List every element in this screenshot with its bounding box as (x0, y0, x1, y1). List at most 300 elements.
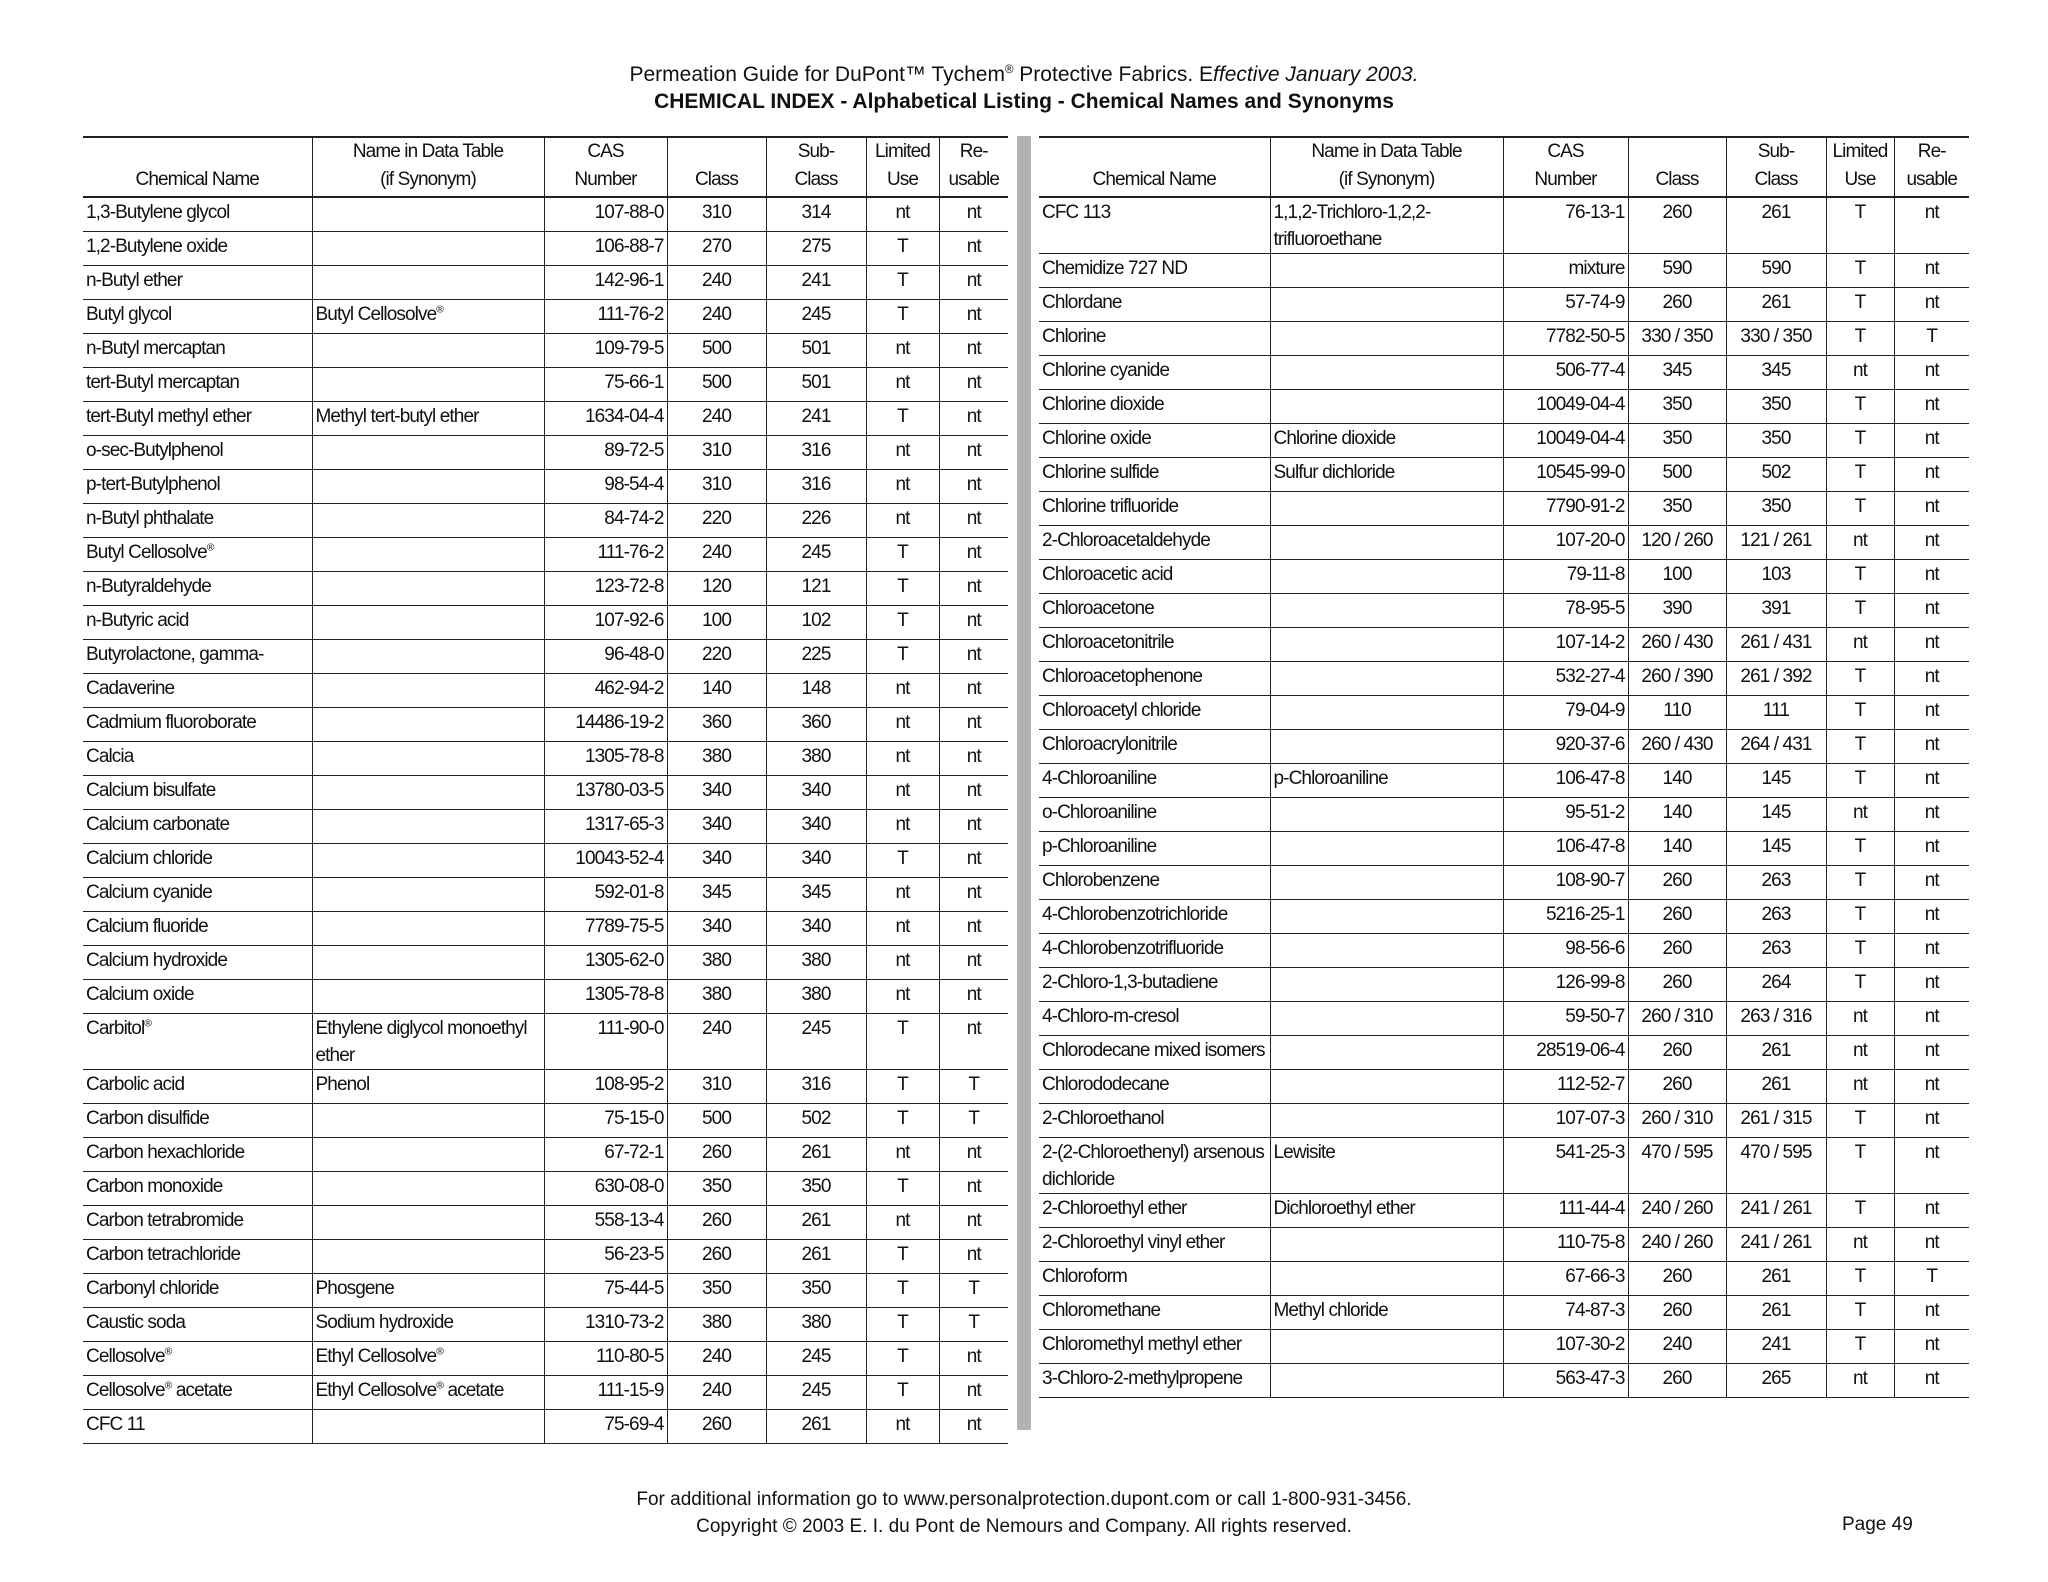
chemical-name-cell: 2-Chloro-1,3-butadiene (1039, 968, 1270, 1002)
reusable-cell: nt (1894, 1194, 1969, 1228)
registered-mark: ® (164, 1346, 172, 1358)
synonym-cell (1270, 288, 1503, 322)
cas-number-cell: 107-30-2 (1503, 1330, 1628, 1364)
cas-number-cell: 79-04-9 (1503, 696, 1628, 730)
cas-number-cell: 1310-73-2 (544, 1308, 667, 1342)
chemical-name-cell: o-Chloroaniline (1039, 798, 1270, 832)
chemical-name-cell: tert-Butyl mercaptan (83, 368, 312, 402)
class-cell: 260 / 430 (1628, 628, 1726, 662)
subclass-cell: 241 (766, 266, 866, 300)
subclass-cell: 263 (1726, 934, 1826, 968)
subclass-cell: 345 (1726, 356, 1826, 390)
subclass-cell: 241 (766, 402, 866, 436)
reusable-cell: nt (1894, 1364, 1969, 1398)
table-row (1039, 1138, 1969, 1194)
col-header-limited-use: Limited Use (1826, 137, 1894, 197)
subclass-cell: 330 / 350 (1726, 322, 1826, 356)
chemical-name-cell: Butyrolactone, gamma- (83, 640, 312, 674)
synonym-cell (1270, 798, 1503, 832)
subclass-cell: 350 (1726, 424, 1826, 458)
subclass-cell: 501 (766, 368, 866, 402)
registered-mark: ® (206, 542, 214, 554)
chemical-name-cell: p-Chloroaniline (1039, 832, 1270, 866)
chemical-name-cell: Carbon disulfide (83, 1104, 312, 1138)
synonym-cell (312, 334, 544, 368)
chemical-name-cell: Chlorine cyanide (1039, 356, 1270, 390)
cas-number-cell: 112-52-7 (1503, 1070, 1628, 1104)
table-row (1039, 764, 1969, 798)
chemical-name-cell: Carbon hexachloride (83, 1138, 312, 1172)
chemical-name-cell: 4-Chlorobenzotrichloride (1039, 900, 1270, 934)
reusable-cell: nt (1894, 492, 1969, 526)
synonym-cell (1270, 390, 1503, 424)
synonym-cell (1270, 1364, 1503, 1398)
chemical-name-cell: Chloroacetic acid (1039, 560, 1270, 594)
table-row (1039, 1228, 1969, 1262)
subclass-cell: 316 (766, 436, 866, 470)
reusable-cell: nt (1894, 1036, 1969, 1070)
cas-number-cell: 142-96-1 (544, 266, 667, 300)
chemical-name-cell: Chlorobenzene (1039, 866, 1270, 900)
subclass-cell: 225 (766, 640, 866, 674)
class-cell: 240 / 260 (1628, 1194, 1726, 1228)
cas-number-cell: 1305-78-8 (544, 742, 667, 776)
class-cell: 260 (1628, 934, 1726, 968)
chemical-name-cell: Chloroacetone (1039, 594, 1270, 628)
cas-number-cell: 14486-19-2 (544, 708, 667, 742)
synonym-cell (1270, 628, 1503, 662)
class-cell: 350 (667, 1172, 766, 1206)
reusable-cell: nt (939, 334, 1008, 368)
synonym-cell (312, 1104, 544, 1138)
limited-use-cell: T (1826, 322, 1894, 356)
reusable-cell: nt (1894, 197, 1969, 254)
chemical-name-cell: 3-Chloro-2-methylpropene (1039, 1364, 1270, 1398)
chemical-index-table-right (1039, 136, 1969, 1398)
reusable-cell: nt (1894, 798, 1969, 832)
document-title (0, 62, 2048, 88)
reusable-cell: nt (1894, 594, 1969, 628)
cas-number-cell: 10049-04-4 (1503, 424, 1628, 458)
subclass-cell: 264 (1726, 968, 1826, 1002)
synonym-cell (312, 810, 544, 844)
col-header-class: Class (1628, 137, 1726, 197)
table-row (83, 742, 1008, 776)
subclass-cell: 261 (1726, 1262, 1826, 1296)
class-cell: 260 / 430 (1628, 730, 1726, 764)
class-cell: 340 (667, 776, 766, 810)
table-row (1039, 628, 1969, 662)
limited-use-cell: T (866, 606, 939, 640)
limited-use-cell: nt (866, 1206, 939, 1240)
subclass-cell: 261 (1726, 1070, 1826, 1104)
synonym-cell (1270, 526, 1503, 560)
synonym-cell (312, 980, 544, 1014)
cas-number-cell: 76-13-1 (1503, 197, 1628, 254)
chemical-name-cell: Chlorine dioxide (1039, 390, 1270, 424)
subclass-cell: 261 (766, 1410, 866, 1444)
reusable-cell: nt (1894, 1228, 1969, 1262)
class-cell: 240 (667, 1014, 766, 1070)
class-cell: 470 / 595 (1628, 1138, 1726, 1194)
reusable-cell: nt (1894, 356, 1969, 390)
class-cell: 260 (1628, 866, 1726, 900)
subclass-cell: 360 (766, 708, 866, 742)
class-cell: 110 (1628, 696, 1726, 730)
chemical-name-cell: Cadmium fluoroborate (83, 708, 312, 742)
limited-use-cell: T (1826, 696, 1894, 730)
table-row (1039, 594, 1969, 628)
limited-use-cell: T (1826, 934, 1894, 968)
synonym-cell: Butyl Cellosolve® (312, 300, 544, 334)
col-header-chemical-name: Chemical Name (83, 137, 312, 197)
subclass-cell: 350 (766, 1274, 866, 1308)
class-cell: 360 (667, 708, 766, 742)
subclass-cell: 340 (766, 844, 866, 878)
cas-number-cell: 96-48-0 (544, 640, 667, 674)
class-cell: 380 (667, 742, 766, 776)
chemical-name-cell: n-Butyl mercaptan (83, 334, 312, 368)
synonym-cell: 1,1,2-Trichloro-1,2,2-trifluoroethane (1270, 197, 1503, 254)
table-row (83, 572, 1008, 606)
chemical-name-cell: n-Butyl ether (83, 266, 312, 300)
limited-use-cell: T (866, 844, 939, 878)
limited-use-cell: nt (866, 878, 939, 912)
class-cell: 260 / 310 (1628, 1104, 1726, 1138)
subclass-cell: 261 (1726, 288, 1826, 322)
chemical-name-cell: Calcia (83, 742, 312, 776)
class-cell: 100 (1628, 560, 1726, 594)
reusable-cell: nt (939, 504, 1008, 538)
synonym-cell (1270, 1228, 1503, 1262)
limited-use-cell: T (1826, 492, 1894, 526)
table-row (83, 1206, 1008, 1240)
col-header-synonym: Name in Data Table (if Synonym) (1270, 137, 1503, 197)
table-row (83, 1410, 1008, 1444)
reusable-cell: nt (1894, 424, 1969, 458)
table-row (1039, 730, 1969, 764)
limited-use-cell: T (1826, 1194, 1894, 1228)
class-cell: 140 (1628, 764, 1726, 798)
title-part-1: Permeation Guide for DuPont™ Tychem (629, 63, 1005, 86)
table-row (83, 232, 1008, 266)
synonym-cell (312, 776, 544, 810)
class-cell: 140 (667, 674, 766, 708)
subclass-cell: 111 (1726, 696, 1826, 730)
subclass-cell: 350 (766, 1172, 866, 1206)
synonym-cell (312, 946, 544, 980)
cas-number-cell: 107-20-0 (1503, 526, 1628, 560)
class-cell: 100 (667, 606, 766, 640)
page-header (0, 62, 2048, 116)
cas-number-cell: 89-72-5 (544, 436, 667, 470)
chemical-name-cell: 2-Chloroethyl vinyl ether (1039, 1228, 1270, 1262)
limited-use-cell: nt (866, 946, 939, 980)
reusable-cell: nt (939, 742, 1008, 776)
synonym-cell: Phenol (312, 1070, 544, 1104)
synonym-cell (312, 912, 544, 946)
reusable-cell: nt (1894, 526, 1969, 560)
chemical-name-cell: Butyl glycol (83, 300, 312, 334)
table-row (83, 606, 1008, 640)
footer-copyright: Copyright © 2003 E. I. du Pont de Nemours and Company. All rights reserved. (696, 1516, 1352, 1537)
cas-number-cell: 126-99-8 (1503, 968, 1628, 1002)
reusable-cell: nt (1894, 1002, 1969, 1036)
reusable-cell: nt (939, 538, 1008, 572)
subclass-cell: 261 (766, 1240, 866, 1274)
cas-number-cell: 98-54-4 (544, 470, 667, 504)
synonym-cell (1270, 1070, 1503, 1104)
table-row (83, 640, 1008, 674)
subclass-cell: 261 / 315 (1726, 1104, 1826, 1138)
registered-mark: ® (436, 1380, 444, 1392)
subclass-cell: 316 (766, 1070, 866, 1104)
synonym-cell: Lewisite (1270, 1138, 1503, 1194)
table-row (1039, 288, 1969, 322)
cas-number-cell: 1305-62-0 (544, 946, 667, 980)
reusable-cell: nt (1894, 1138, 1969, 1194)
chemical-name-cell: p-tert-Butylphenol (83, 470, 312, 504)
limited-use-cell: nt (866, 742, 939, 776)
cas-number-cell: 56-23-5 (544, 1240, 667, 1274)
table-row (83, 1376, 1008, 1410)
table-row (83, 980, 1008, 1014)
class-cell: 310 (667, 1070, 766, 1104)
subclass-cell: 340 (766, 912, 866, 946)
cas-number-cell: mixture (1503, 254, 1628, 288)
chemical-name-cell: Chlordane (1039, 288, 1270, 322)
class-cell: 260 / 310 (1628, 1002, 1726, 1036)
synonym-cell (1270, 560, 1503, 594)
subclass-cell: 502 (766, 1104, 866, 1138)
synonym-cell: Methyl tert-butyl ether (312, 402, 544, 436)
subclass-cell: 340 (766, 776, 866, 810)
registered-mark: ® (1004, 64, 1014, 76)
synonym-cell (1270, 492, 1503, 526)
chemical-name-cell: Chloromethyl methyl ether (1039, 1330, 1270, 1364)
table-body-left (83, 197, 1008, 1444)
cas-number-cell: 108-90-7 (1503, 866, 1628, 900)
limited-use-cell: T (1826, 594, 1894, 628)
table-row (1039, 492, 1969, 526)
table-row (1039, 696, 1969, 730)
cas-number-cell: 106-47-8 (1503, 832, 1628, 866)
synonym-cell (312, 504, 544, 538)
limited-use-cell: nt (866, 776, 939, 810)
subclass-cell: 102 (766, 606, 866, 640)
reusable-cell: nt (939, 708, 1008, 742)
class-cell: 500 (1628, 458, 1726, 492)
synonym-cell (312, 674, 544, 708)
class-cell: 240 (667, 300, 766, 334)
chemical-name-cell: Calcium cyanide (83, 878, 312, 912)
subclass-cell: 121 / 261 (1726, 526, 1826, 560)
page-number: Page 49 (1842, 1514, 1913, 1535)
cas-number-cell: 59-50-7 (1503, 1002, 1628, 1036)
reusable-cell: nt (1894, 662, 1969, 696)
chemical-name-cell: Chloroacrylonitrile (1039, 730, 1270, 764)
cas-number-cell: 10049-04-4 (1503, 390, 1628, 424)
reusable-cell: nt (939, 300, 1008, 334)
synonym-cell (312, 844, 544, 878)
reusable-cell: nt (1894, 866, 1969, 900)
chemical-name-cell: 4-Chlorobenzotrifluoride (1039, 934, 1270, 968)
class-cell: 330 / 350 (1628, 322, 1726, 356)
limited-use-cell: T (1826, 968, 1894, 1002)
reusable-cell: nt (1894, 1330, 1969, 1364)
synonym-cell (1270, 594, 1503, 628)
reusable-cell: nt (939, 1014, 1008, 1070)
class-cell: 500 (667, 368, 766, 402)
reusable-cell: nt (1894, 730, 1969, 764)
table-row (83, 436, 1008, 470)
col-header-synonym: Name in Data Table (if Synonym) (312, 137, 544, 197)
synonym-cell (312, 470, 544, 504)
subclass-cell: 391 (1726, 594, 1826, 628)
limited-use-cell: T (866, 1014, 939, 1070)
reusable-cell: nt (939, 1410, 1008, 1444)
chemical-name-cell: Calcium fluoride (83, 912, 312, 946)
cas-number-cell: 541-25-3 (1503, 1138, 1628, 1194)
subclass-cell: 245 (766, 1376, 866, 1410)
table-row (1039, 934, 1969, 968)
synonym-cell (312, 436, 544, 470)
chemical-name-cell: Calcium carbonate (83, 810, 312, 844)
chemical-name-cell: 4-Chloroaniline (1039, 764, 1270, 798)
subclass-cell: 241 (1726, 1330, 1826, 1364)
limited-use-cell: T (866, 1104, 939, 1138)
class-cell: 260 (1628, 1070, 1726, 1104)
subclass-cell: 261 (766, 1206, 866, 1240)
col-header-cas: CAS Number (544, 137, 667, 197)
class-cell: 260 (667, 1410, 766, 1444)
table-row (83, 402, 1008, 436)
chemical-name-cell: Chlorododecane (1039, 1070, 1270, 1104)
table-row (83, 912, 1008, 946)
class-cell: 260 (1628, 1036, 1726, 1070)
limited-use-cell: nt (866, 912, 939, 946)
synonym-cell (312, 708, 544, 742)
subclass-cell: 245 (766, 1342, 866, 1376)
subclass-cell: 380 (766, 742, 866, 776)
limited-use-cell: T (866, 1342, 939, 1376)
effective-date: ffective January 2003. (1213, 63, 1419, 86)
class-cell: 380 (667, 1308, 766, 1342)
table-row (83, 470, 1008, 504)
limited-use-cell: T (1826, 1138, 1894, 1194)
class-cell: 240 / 260 (1628, 1228, 1726, 1262)
subclass-cell: 380 (766, 946, 866, 980)
limited-use-cell: nt (866, 197, 939, 232)
chemical-name-cell: Calcium chloride (83, 844, 312, 878)
limited-use-cell: nt (866, 1138, 939, 1172)
class-cell: 340 (667, 844, 766, 878)
cas-number-cell: 1317-65-3 (544, 810, 667, 844)
synonym-cell (312, 538, 544, 572)
synonym-cell (312, 1240, 544, 1274)
subclass-cell: 501 (766, 334, 866, 368)
class-cell: 240 (1628, 1330, 1726, 1364)
reusable-cell: nt (1894, 1296, 1969, 1330)
table-row (1039, 390, 1969, 424)
reusable-cell: T (1894, 1262, 1969, 1296)
cas-number-cell: 108-95-2 (544, 1070, 667, 1104)
cas-number-cell: 75-69-4 (544, 1410, 667, 1444)
table-row (1039, 1330, 1969, 1364)
cas-number-cell: 106-88-7 (544, 232, 667, 266)
limited-use-cell: T (1826, 764, 1894, 798)
class-cell: 390 (1628, 594, 1726, 628)
cas-number-cell: 7790-91-2 (1503, 492, 1628, 526)
col-header-class: Class (667, 137, 766, 197)
subclass-cell: 245 (766, 538, 866, 572)
limited-use-cell: T (1826, 866, 1894, 900)
cas-number-cell: 10545-99-0 (1503, 458, 1628, 492)
class-cell: 240 (667, 538, 766, 572)
limited-use-cell: T (866, 1308, 939, 1342)
cas-number-cell: 123-72-8 (544, 572, 667, 606)
subclass-cell: 590 (1726, 254, 1826, 288)
class-cell: 350 (1628, 390, 1726, 424)
class-cell: 345 (667, 878, 766, 912)
table-row (1039, 1002, 1969, 1036)
col-header-reusable: Re- usable (939, 137, 1008, 197)
col-header-reusable: Re- usable (1894, 137, 1969, 197)
limited-use-cell: T (1826, 390, 1894, 424)
reusable-cell: nt (1894, 254, 1969, 288)
chemical-name-cell: Carbon tetrachloride (83, 1240, 312, 1274)
class-cell: 260 (1628, 288, 1726, 322)
synonym-cell (1270, 934, 1503, 968)
synonym-cell (1270, 356, 1503, 390)
synonym-cell (312, 1138, 544, 1172)
reusable-cell: nt (939, 776, 1008, 810)
limited-use-cell: T (1826, 730, 1894, 764)
cas-number-cell: 920-37-6 (1503, 730, 1628, 764)
table-row (1039, 1296, 1969, 1330)
limited-use-cell: T (1826, 1330, 1894, 1364)
limited-use-cell: nt (1826, 1364, 1894, 1398)
table-row (1039, 900, 1969, 934)
reusable-cell: nt (1894, 628, 1969, 662)
limited-use-cell: nt (866, 368, 939, 402)
class-cell: 260 (667, 1138, 766, 1172)
col-header-chemical-name: Chemical Name (1039, 137, 1270, 197)
chemical-name-cell: Cellosolve® acetate (83, 1376, 312, 1410)
subclass-cell: 345 (766, 878, 866, 912)
table-body-right (1039, 197, 1969, 1398)
limited-use-cell: T (1826, 1262, 1894, 1296)
subclass-cell: 148 (766, 674, 866, 708)
class-cell: 345 (1628, 356, 1726, 390)
chemical-name-cell: o-sec-Butylphenol (83, 436, 312, 470)
table-row (1039, 798, 1969, 832)
limited-use-cell: T (1826, 560, 1894, 594)
table-row (83, 674, 1008, 708)
synonym-cell (1270, 322, 1503, 356)
column-divider (1017, 136, 1031, 1430)
class-cell: 260 / 390 (1628, 662, 1726, 696)
limited-use-cell: nt (1826, 1002, 1894, 1036)
class-cell: 270 (667, 232, 766, 266)
reusable-cell: nt (939, 368, 1008, 402)
table-row (1039, 1104, 1969, 1138)
subclass-cell: 380 (766, 980, 866, 1014)
limited-use-cell: T (1826, 662, 1894, 696)
limited-use-cell: T (1826, 254, 1894, 288)
reusable-cell: nt (939, 844, 1008, 878)
table-row (1039, 560, 1969, 594)
